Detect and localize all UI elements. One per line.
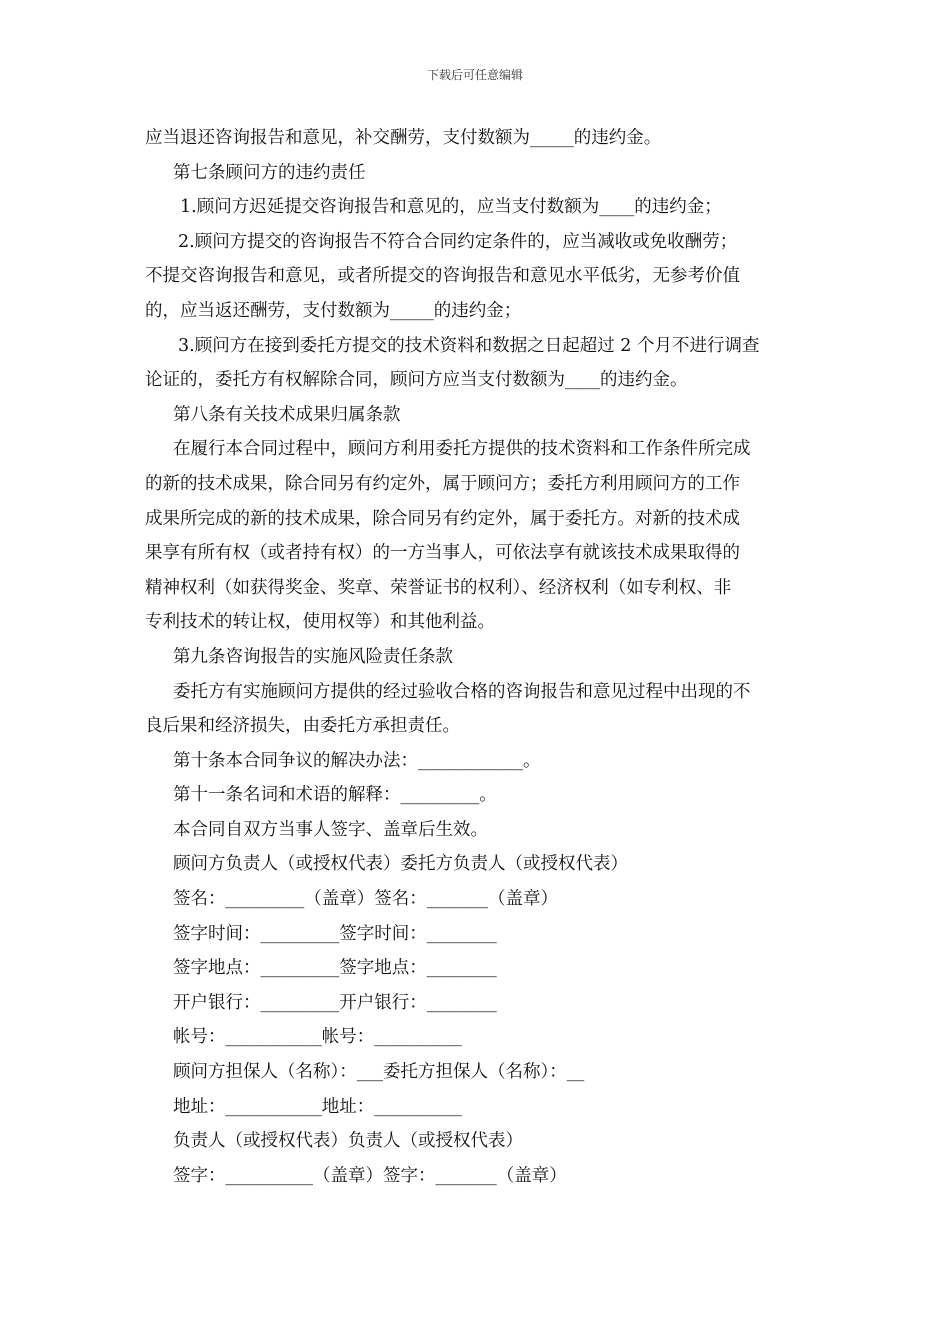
text-line: 成果所完成的新的技术成果，除合同另有约定外，属于委托方。对新的技术成 <box>145 508 740 529</box>
text-line: 地址：___________地址：__________ <box>173 1096 462 1117</box>
text-line: 签名：_________（盖章）签名：_______（盖章） <box>173 889 558 910</box>
text-line: 的新的技术成果，除合同另有约定外，属于顾问方；委托方利用顾问方的工作 <box>145 473 740 494</box>
text-line: 第十条本合同争议的解决办法：____________。 <box>173 750 541 771</box>
text-line: 顾问方负责人（或授权代表）委托方负责人（或授权代表） <box>173 854 628 875</box>
document-body <box>145 121 813 1193</box>
text-line: 签字时间：_________签字时间：________ <box>173 923 497 944</box>
page-header: 下载后可任意编辑 <box>426 68 523 82</box>
text-line: 3.顾问方在接到委托方提交的技术资料和数据之日起超过 2 个月不进行调查 <box>178 335 760 356</box>
text-line: 顾问方担保人（名称）：___委托方担保人（名称）：__ <box>173 1062 585 1083</box>
text-line: 帐号：___________帐号：__________ <box>173 1027 462 1048</box>
text-line: 1.顾问方迟延提交咨询报告和意见的，应当支付数额为____的违约金； <box>180 197 722 218</box>
text-line: 签字地点：_________签字地点：________ <box>173 958 497 979</box>
text-line: 签字：__________（盖章）签字：_______（盖章） <box>173 1165 567 1186</box>
text-line: 的，应当返还酬劳，支付数额为_____的违约金； <box>145 300 522 321</box>
text-line: 专利技术的转让权，使用权等）和其他利益。 <box>145 612 495 633</box>
text-line: 2.顾问方提交的咨询报告不符合合同约定条件的，应当减收或免收酬劳； <box>178 231 738 252</box>
text-line: 果享有所有权（或者持有权）的一方当事人，可依法享有就该技术成果取得的 <box>145 543 740 564</box>
text-line: 良后果和经济损失，由委托方承担责任。 <box>145 716 460 737</box>
text-line: 论证的，委托方有权解除合同，顾问方应当支付数额为____的违约金。 <box>145 370 688 391</box>
text-line: 本合同自双方当事人签字、盖章后生效。 <box>173 819 488 840</box>
text-line: 应当退还咨询报告和意见，补交酬劳，支付数额为_____的违约金。 <box>145 128 662 148</box>
text-line: 精神权利（如获得奖金、奖章、荣誉证书的权利）、经济权利（如专利权、非 <box>145 577 732 598</box>
text-line: 开户银行：_________开户银行：________ <box>173 992 497 1013</box>
text-line: 在履行本合同过程中，顾问方利用委托方提供的技术资料和工作条件所完成 <box>173 439 751 460</box>
text-line: 不提交咨询报告和意见，或者所提交的咨询报告和意见水平低劣，无参考价值 <box>145 266 740 287</box>
text-line: 负责人（或授权代表）负责人（或授权代表） <box>173 1131 523 1152</box>
text-line: 第七条顾问方的违约责任 <box>173 162 366 183</box>
text-line: 委托方有实施顾问方提供的经过验收合格的咨询报告和意见过程中出现的不 <box>173 681 751 702</box>
text-line: 第八条有关技术成果归属条款 <box>173 404 401 425</box>
text-line: 第九条咨询报告的实施风险责任条款 <box>173 646 453 667</box>
text-line: 第十一条名词和术语的解释：_________。 <box>173 785 497 806</box>
